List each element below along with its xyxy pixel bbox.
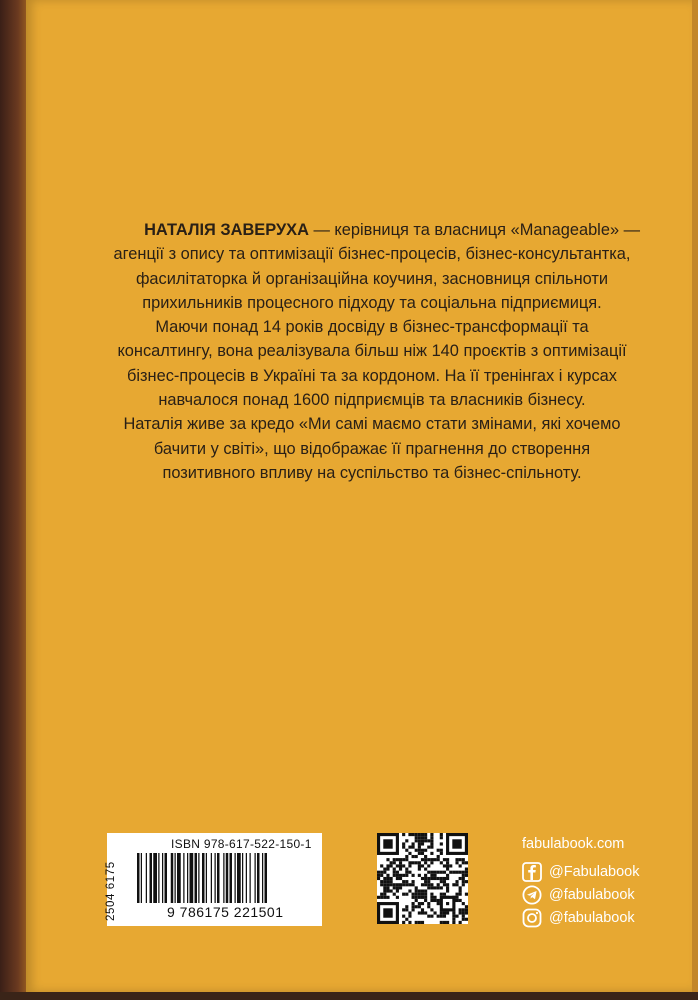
bio-line: навчалося понад 1600 підприємців та власників бізнесу. xyxy=(158,391,586,410)
cover-edge-bottom xyxy=(0,992,698,1000)
bio-line: бачити у світі», що відображає її прагнення до створення xyxy=(153,439,591,458)
telegram-link[interactable] xyxy=(522,885,635,905)
barcode-bars xyxy=(135,853,315,905)
bio-line: позитивного впливу на суспільство та бізнес-спільноту. xyxy=(162,463,582,482)
barcode-digits: 9 786175 221501 xyxy=(167,904,284,920)
facebook-handle: @Fabulabook xyxy=(549,864,640,880)
cover-edge-right xyxy=(692,0,698,1000)
bio-line: агенції з опису та оптимізації бізнес-процесів, бізнес-консультантка, xyxy=(113,245,631,264)
publisher-website[interactable]: fabulabook.com xyxy=(522,836,625,852)
author-role: — керівниця та власниця «Manageable» — xyxy=(308,221,640,239)
isbn-text: ISBN 978-617-522-150-1 xyxy=(171,837,312,851)
qr-code-icon xyxy=(377,833,468,924)
telegram-handle: @fabulabook xyxy=(549,887,635,903)
author-bio xyxy=(104,218,640,485)
bio-line: консалтингу, вона реалізувала більш ніж 140 проєктів з оптимізації xyxy=(117,342,627,361)
isbn-barcode xyxy=(107,833,322,926)
bio-line-1 xyxy=(104,218,640,242)
bio-line: прихильників процесного підходу та соціальна підприємиця. xyxy=(142,293,602,312)
instagram-handle: @fabulabook xyxy=(549,910,635,926)
bio-line: Маючи понад 14 років досвіду в бізнес-трансформації та xyxy=(155,318,589,337)
telegram-icon xyxy=(522,885,542,905)
instagram-icon xyxy=(522,908,542,928)
bio-line: бізнес-процесів в Україні та за кордоном. На її тренінгах і курсах xyxy=(127,366,617,385)
bio-line: фасилітаторка й організаційна коучиня, засновниця спільноти xyxy=(135,269,609,288)
facebook-icon xyxy=(522,862,542,882)
bio-line: Наталія живе за кредо «Ми самі маємо стати змінами, які хочемо xyxy=(123,415,621,434)
facebook-link[interactable] xyxy=(522,862,640,882)
instagram-link[interactable] xyxy=(522,908,635,928)
barcode-side-code: 2504 6175 xyxy=(105,861,117,921)
author-name: НАТАЛІЯ ЗАВЕРУХА xyxy=(144,221,309,239)
